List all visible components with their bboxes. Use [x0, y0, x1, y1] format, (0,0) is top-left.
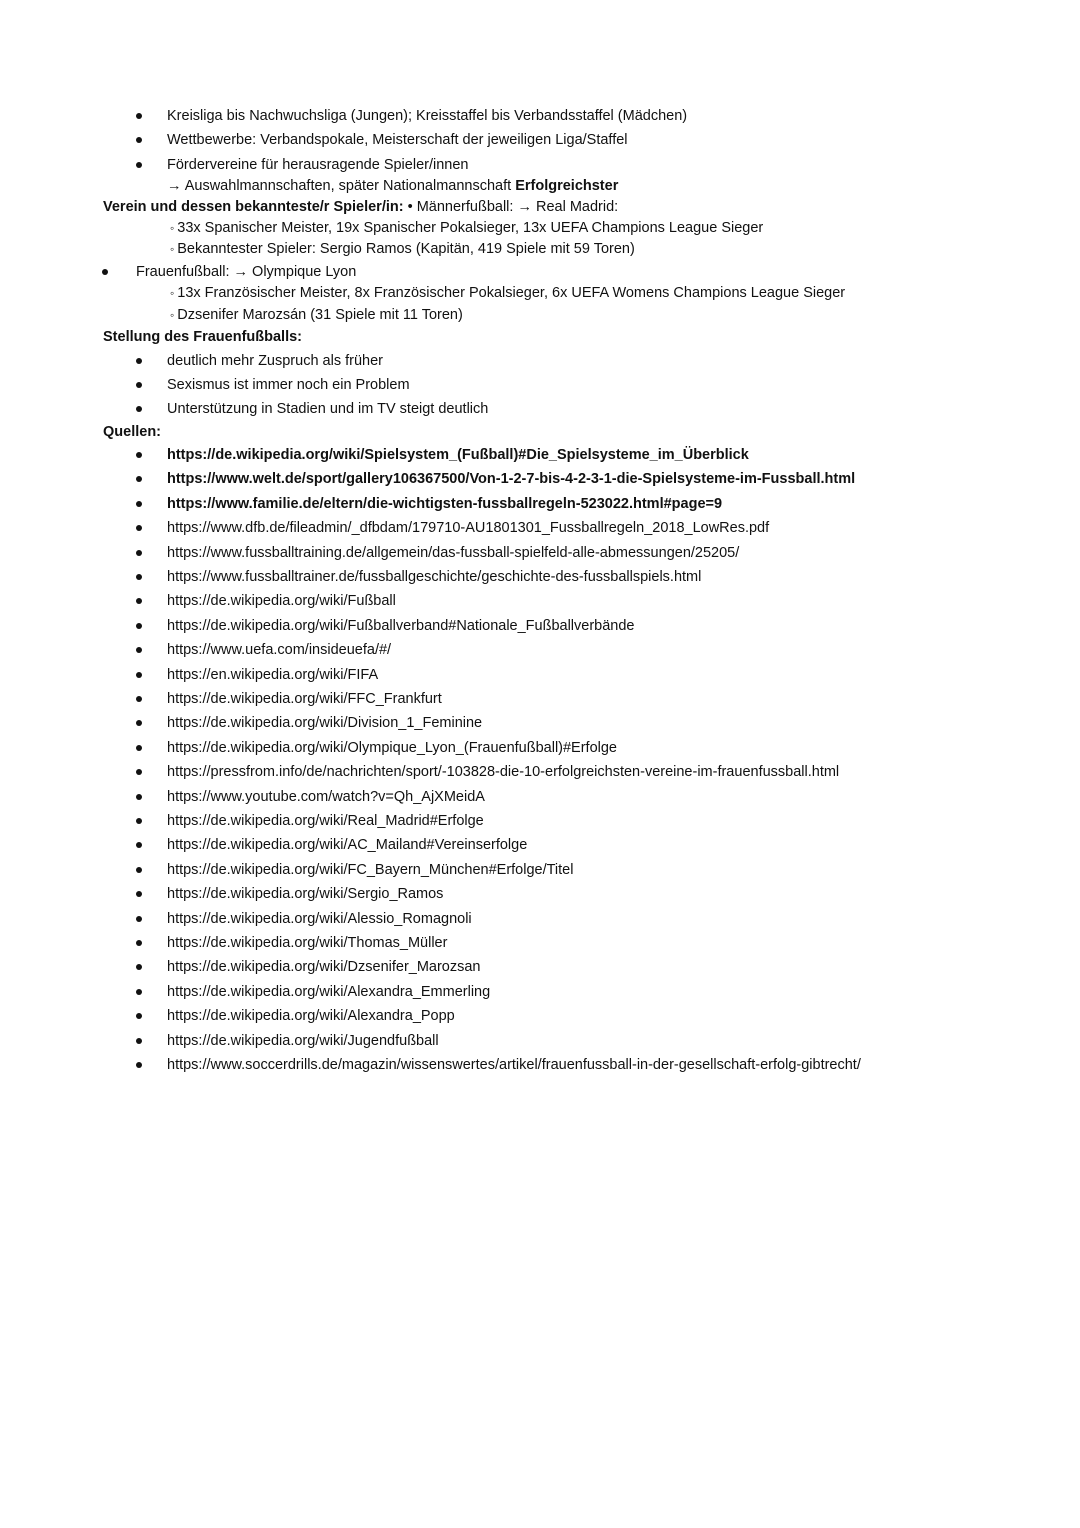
list-bullet	[136, 940, 142, 946]
list-bullet	[136, 501, 142, 507]
women-detail: ◦ Dzsenifer Marozsán (31 Spiele mit 11 Toren)	[170, 307, 463, 323]
verein-line	[103, 198, 618, 216]
verein-heading: Verein und dessen bekannteste/r Spieler/in:	[103, 199, 404, 215]
list-bullet	[136, 162, 142, 168]
list-bullet	[136, 598, 142, 604]
list-bullet	[136, 672, 142, 678]
list-item: Wettbewerbe: Verbandspokale, Meisterschaft der jeweiligen Liga/Staffel	[167, 132, 628, 148]
list-bullet	[136, 476, 142, 482]
source-link[interactable]: https://de.wikipedia.org/wiki/Thomas_Müller	[167, 935, 448, 951]
list-bullet	[136, 916, 142, 922]
source-link[interactable]: https://www.fussballtrainer.de/fussballgeschichte/geschichte-des-fussballspiels.html	[167, 569, 702, 585]
list-bullet	[136, 382, 142, 388]
list-item: deutlich mehr Zuspruch als früher	[167, 353, 383, 369]
source-link[interactable]: https://de.wikipedia.org/wiki/Sergio_Ramos	[167, 886, 444, 903]
arrow-line-bold: Erfolgreichster	[515, 178, 619, 194]
source-link[interactable]: https://de.wikipedia.org/wiki/FC_Bayern_München#Erfolge/Titel	[167, 861, 574, 878]
verein-text: • Männerfußball: → Real Madrid:	[407, 199, 619, 215]
list-bullet	[136, 1062, 142, 1068]
source-link[interactable]: https://de.wikipedia.org/wiki/Fußball	[167, 593, 396, 610]
source-link[interactable]: https://www.soccerdrills.de/magazin/wissenswertes/artikel/frauenfussball-in-der-gesellschaft-erfolg-gibtrecht/	[167, 1057, 861, 1073]
source-link[interactable]: https://www.youtube.com/watch?v=Qh_AjXMeidA	[167, 788, 485, 805]
list-bullet	[136, 647, 142, 653]
arrow-line	[167, 177, 618, 195]
list-bullet	[136, 720, 142, 726]
circle-bullet-icon: ◦	[170, 221, 175, 235]
source-link[interactable]: https://de.wikipedia.org/wiki/Alexandra_Emmerling	[167, 983, 491, 1000]
source-link[interactable]: https://de.wikipedia.org/wiki/Alessio_Romagnoli	[167, 910, 472, 927]
women-line: Frauenfußball: → Olympique Lyon	[136, 264, 357, 280]
list-bullet	[136, 794, 142, 800]
source-link[interactable]: https://www.familie.de/eltern/die-wichtigsten-fussballregeln-523022.html#page=9	[167, 495, 723, 512]
source-link[interactable]: https://de.wikipedia.org/wiki/FFC_Frankfurt	[167, 691, 442, 707]
quellen-heading: Quellen:	[103, 424, 162, 440]
men-detail: ◦ Bekanntester Spieler: Sergio Ramos (Kapitän, 419 Spiele mit 59 Toren)	[170, 241, 635, 257]
source-link[interactable]: https://de.wikipedia.org/wiki/Real_Madrid#Erfolge	[167, 813, 484, 829]
women-detail: ◦ 13x Französischer Meister, 8x Französischer Pokalsieger, 6x UEFA Womens Champions League Sieger	[170, 285, 846, 301]
list-bullet	[136, 891, 142, 897]
list-bullet	[136, 696, 142, 702]
source-link[interactable]: https://de.wikipedia.org/wiki/Alexandra_Popp	[167, 1008, 455, 1025]
list-bullet	[136, 574, 142, 580]
source-link[interactable]: https://de.wikipedia.org/wiki/Division_1_Feminine	[167, 715, 483, 732]
stellung-heading: Stellung des Frauenfußballs:	[103, 329, 302, 345]
list-bullet	[136, 989, 142, 995]
arrow-line-text: → Auswahlmannschaften, später Nationalmannschaft	[167, 178, 512, 194]
list-bullet	[136, 1013, 142, 1019]
list-bullet	[136, 358, 142, 364]
list-bullet	[136, 137, 142, 143]
source-link[interactable]: https://www.uefa.com/insideuefa/#/	[167, 642, 392, 659]
circle-bullet-icon: ◦	[170, 286, 175, 300]
list-item: Sexismus ist immer noch ein Problem	[167, 377, 410, 393]
list-item: Kreisliga bis Nachwuchsliga (Jungen); Kreisstaffel bis Verbandsstaffel (Mädchen)	[167, 108, 688, 124]
list-bullet	[136, 406, 142, 412]
source-link[interactable]: https://pressfrom.info/de/nachrichten/sport/-103828-die-10-erfolgreichsten-vereine-im-frauenfussball.html	[167, 764, 840, 781]
men-detail: ◦ 33x Spanischer Meister, 19x Spanischer Pokalsieger, 13x UEFA Champions League Sieger	[170, 220, 764, 236]
list-bullet	[136, 867, 142, 873]
list-bullet	[136, 1038, 142, 1044]
list-bullet	[136, 842, 142, 848]
source-link[interactable]: https://de.wikipedia.org/wiki/Spielsystem_(Fußball)#Die_Spielsysteme_im_Überblick	[167, 447, 749, 463]
list-bullet	[136, 623, 142, 629]
list-bullet	[136, 745, 142, 751]
list-bullet	[136, 452, 142, 458]
list-bullet	[136, 818, 142, 824]
list-bullet	[136, 769, 142, 775]
source-link[interactable]: https://www.welt.de/sport/gallery106367500/Von-1-2-7-bis-4-2-3-1-die-Spielsysteme-im-Fussball.html	[167, 471, 856, 488]
source-link[interactable]: https://de.wikipedia.org/wiki/Fußballverband#Nationale_Fußballverbände	[167, 617, 635, 634]
circle-bullet-icon: ◦	[170, 308, 175, 322]
list-bullet	[136, 964, 142, 970]
list-item: Fördervereine für herausragende Spieler/innen	[167, 157, 469, 173]
source-link[interactable]: https://www.fussballtraining.de/allgemein/das-fussball-spielfeld-alle-abmessungen/25205/	[167, 544, 740, 561]
source-link[interactable]: https://de.wikipedia.org/wiki/Dzsenifer_Marozsan	[167, 959, 481, 976]
source-link[interactable]: https://www.dfb.de/fileadmin/_dfbdam/179710-AU1801301_Fussballregeln_2018_LowRes.pdf	[167, 520, 770, 537]
list-bullet	[102, 269, 108, 275]
source-link[interactable]: https://de.wikipedia.org/wiki/AC_Mailand#Vereinserfolge	[167, 837, 528, 854]
source-link[interactable]: https://de.wikipedia.org/wiki/Olympique_Lyon_(Frauenfußball)#Erfolge	[167, 739, 617, 756]
source-link[interactable]: https://de.wikipedia.org/wiki/Jugendfußball	[167, 1032, 439, 1049]
list-bullet	[136, 525, 142, 531]
source-link[interactable]: https://en.wikipedia.org/wiki/FIFA	[167, 666, 379, 683]
list-bullet	[136, 113, 142, 119]
circle-bullet-icon: ◦	[170, 242, 175, 256]
list-item: Unterstützung in Stadien und im TV steigt deutlich	[167, 401, 489, 417]
list-bullet	[136, 550, 142, 556]
